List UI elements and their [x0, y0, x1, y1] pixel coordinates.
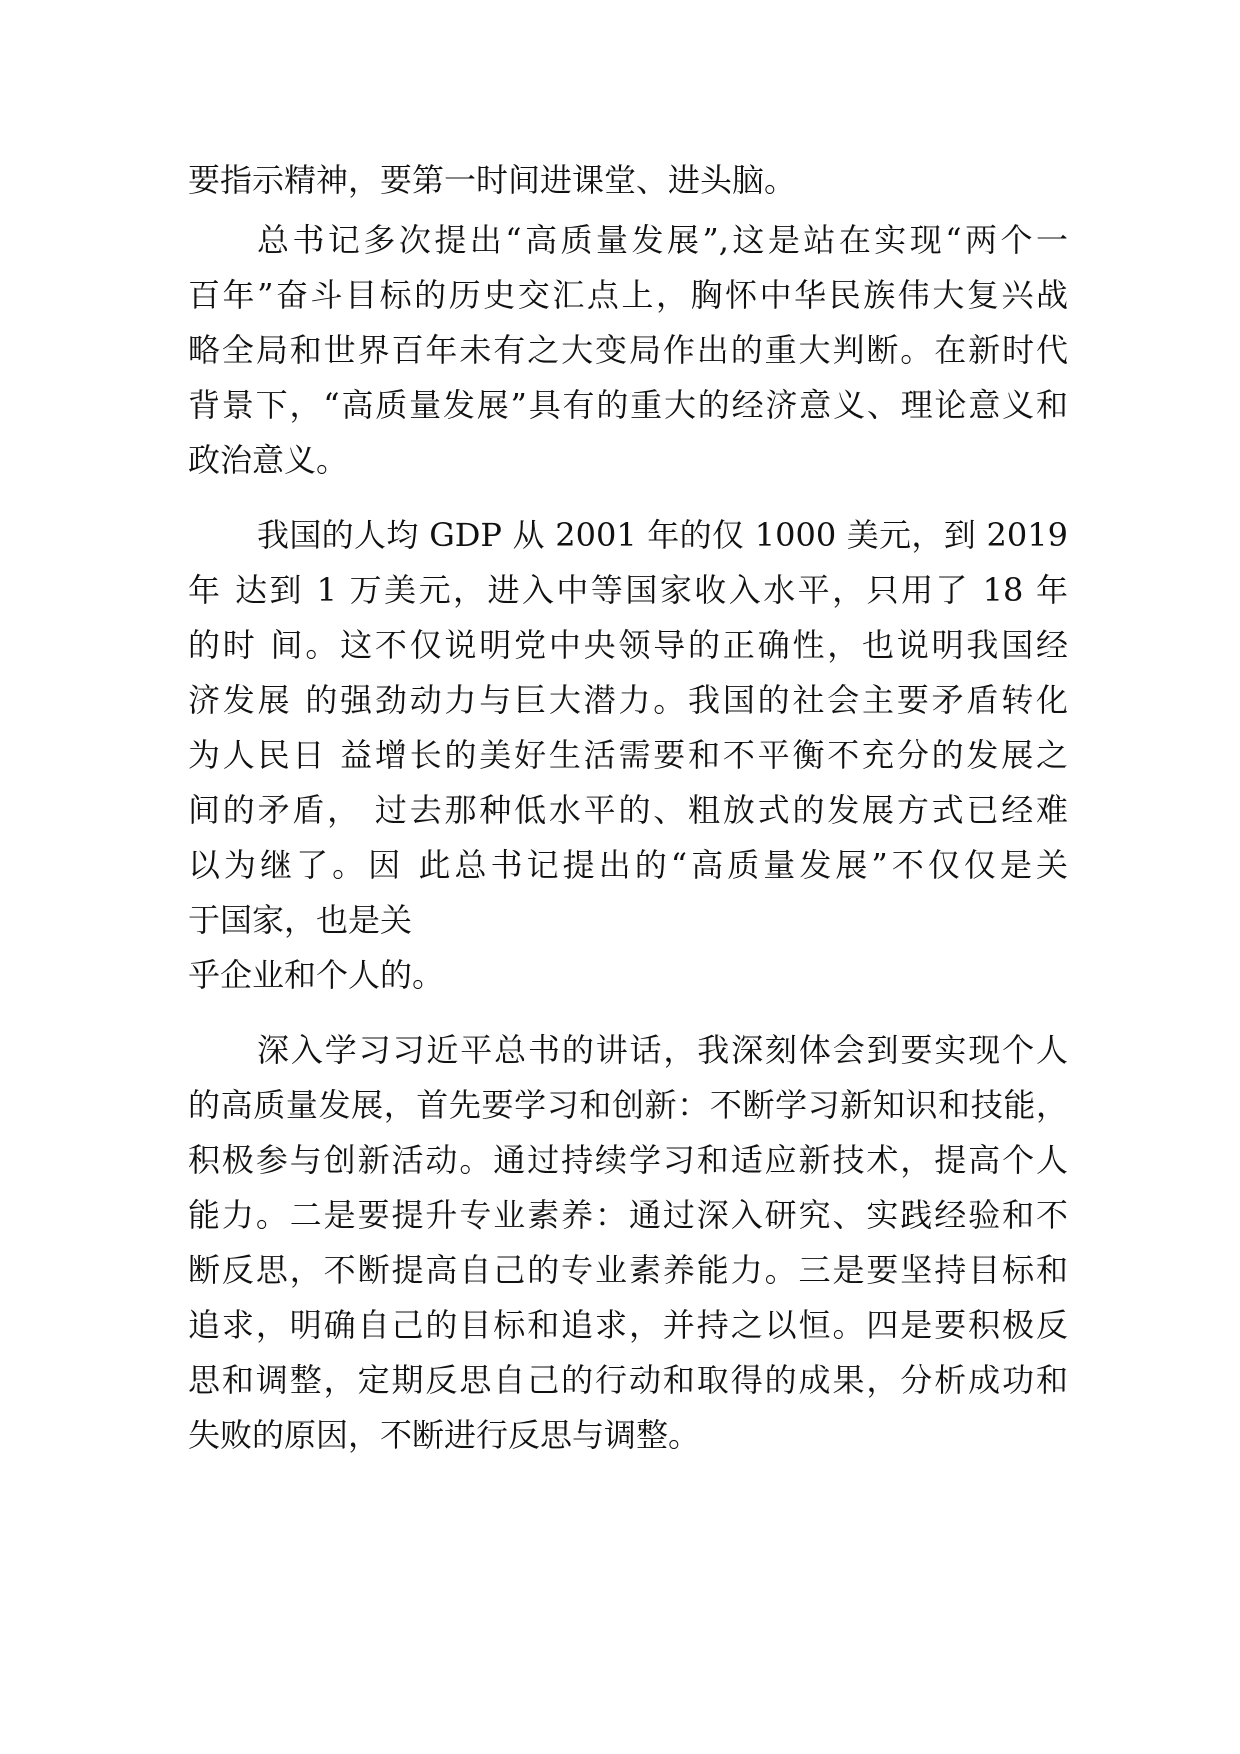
text-line: 济发展 的强劲动力与巨大潜力。我国的社会主要矛盾转化: [188, 681, 1068, 719]
text-line: 失败的原因，不断进行反思与调整。: [188, 1416, 701, 1454]
text-line: 深入学习习近平总书的讲话，我深刻体会到要实现个人: [257, 1031, 1068, 1069]
text-line: 断反思，不断提高自己的专业素养能力。三是要坚持目标和: [188, 1251, 1068, 1289]
text-line: 思和调整，定期反思自己的行动和取得的成果，分析成功和: [188, 1361, 1068, 1399]
text-line: 的高质量发展，首先要学习和创新：不断学习新知识和技能，: [188, 1086, 1068, 1124]
text-line: 我国的人均 GDP 从 2001 年的仅 1000 美元，到 2019: [257, 516, 1068, 554]
text-line: 间的矛盾， 过去那种低水平的、粗放式的发展方式已经难: [188, 791, 1068, 829]
text-line: 政治意义。: [188, 441, 349, 479]
text-line: 乎企业和个人的。: [188, 956, 445, 994]
text-line: 为人民日 益增长的美好生活需要和不平衡不充分的发展之: [188, 736, 1068, 774]
text-line: 要指示精神，要第一时间进课堂、进头脑。: [188, 161, 797, 199]
text-line: 能力。二是要提升专业素养：通过深入研究、实践经验和不: [188, 1196, 1068, 1234]
text-line: 以为继了。因 此总书记提出的“高质量发展”不仅仅是关: [188, 846, 1068, 884]
text-line: 背景下，“高质量发展”具有的重大的经济意义、理论意义和: [188, 386, 1068, 424]
text-line: 于国家，也是关: [188, 901, 413, 939]
text-line: 百年”奋斗目标的历史交汇点上，胸怀中华民族伟大复兴战: [188, 276, 1068, 314]
text-line: 年 达到 1 万美元，进入中等国家收入水平，只用了 18 年: [188, 571, 1068, 609]
text-line: 略全局和世界百年未有之大变局作出的重大判断。在新时代: [188, 331, 1068, 369]
text-line: 总书记多次提出“高质量发展”,这是站在实现“两个一: [257, 221, 1068, 259]
text-line: 的时 间。这不仅说明党中央领导的正确性，也说明我国经: [188, 626, 1068, 664]
text-line: 积极参与创新活动。通过持续学习和适应新技术，提高个人: [188, 1141, 1068, 1179]
text-line: 追求，明确自己的目标和追求，并持之以恒。四是要积极反: [188, 1306, 1068, 1344]
